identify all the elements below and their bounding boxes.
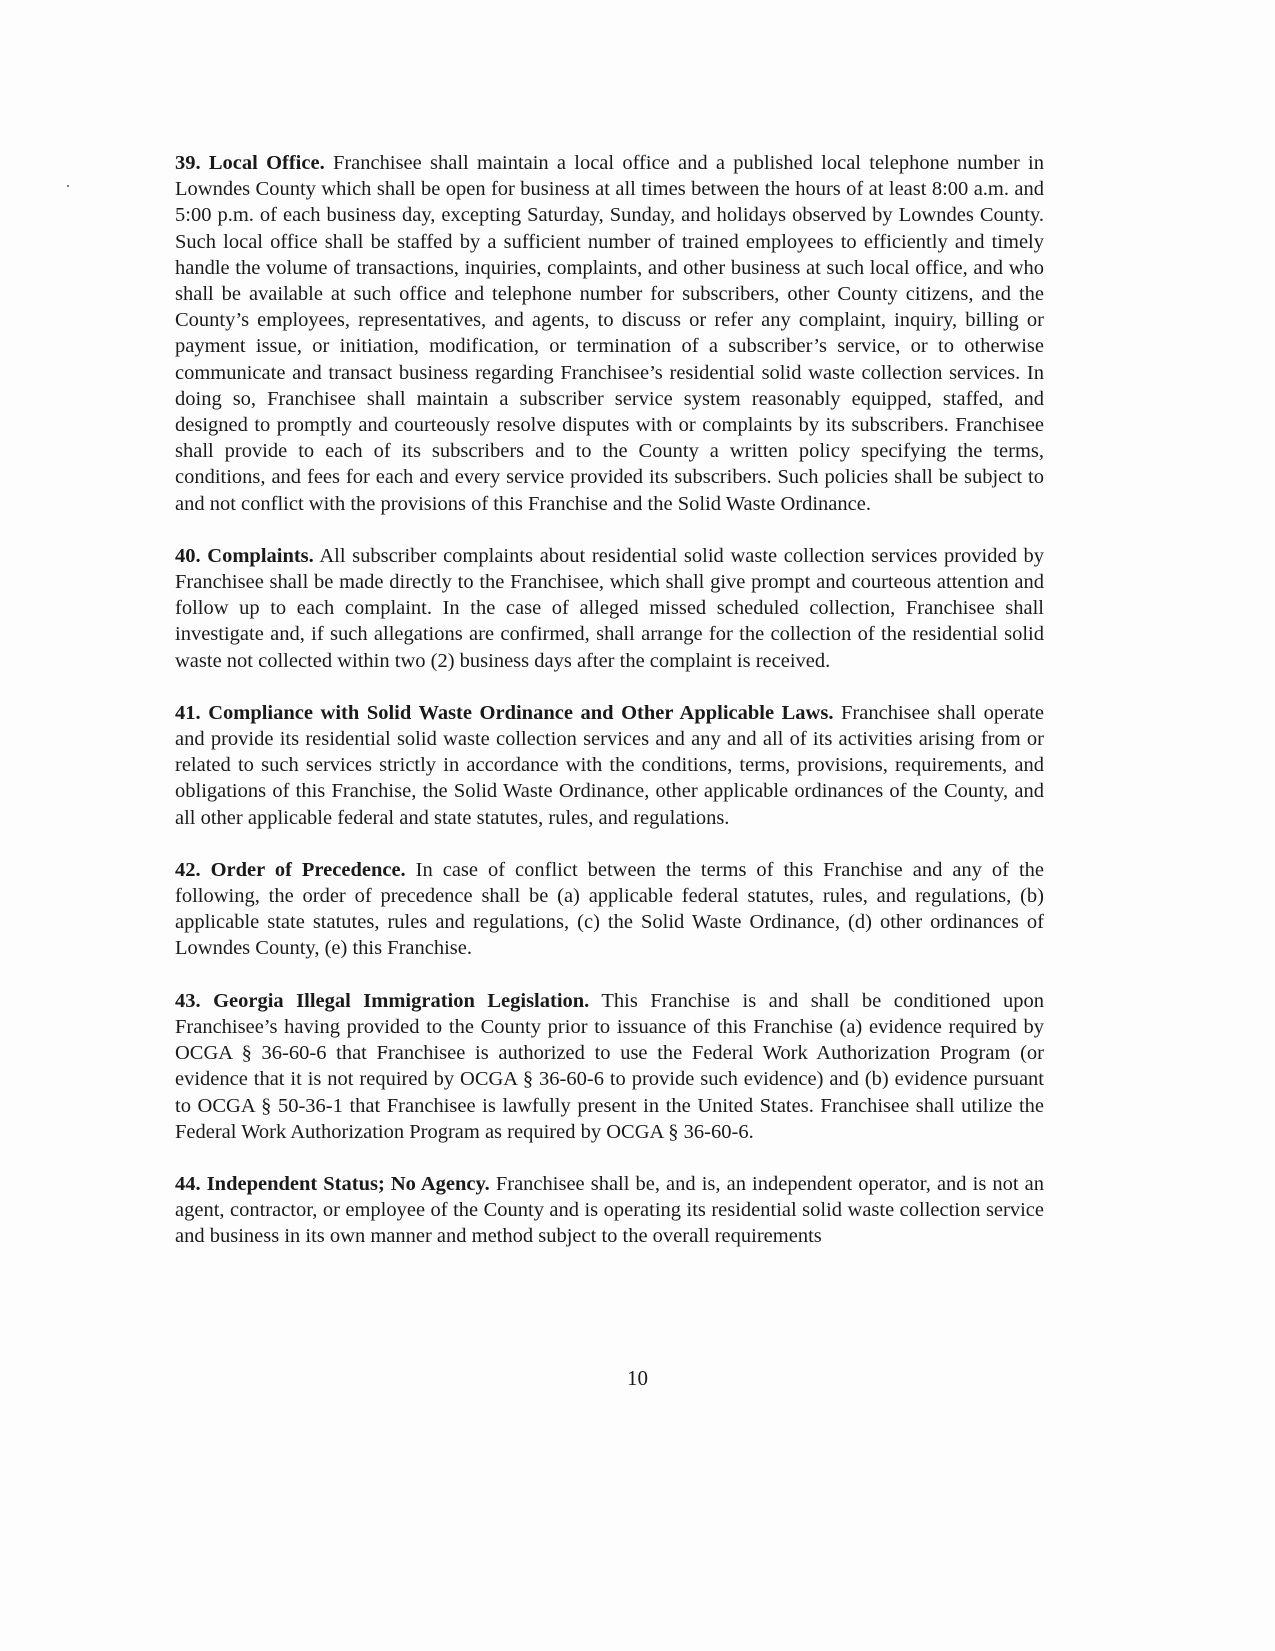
- section-compliance: [175, 700, 1044, 831]
- section-independent-status: [175, 1171, 1044, 1250]
- section-order-of-precedence: [175, 857, 1044, 962]
- scan-speck: [67, 185, 69, 187]
- document-body: [175, 150, 1044, 1276]
- page-number: 10: [627, 1366, 648, 1390]
- section-body: Franchisee shall operate and provide its residential solid waste collection services and any and all of its activities arising from or related to such services strictly in accordance with the conditions, terms, provisions, requirements, and obligations of this Franchise, the Solid Waste Ordinance, other applicable ordinances of the County, and all other applicable federal and state statutes, rules, and regulations.: [175, 701, 1044, 829]
- section-body: This Franchise is and shall be conditioned upon Franchisee’s having provided to the County prior to issuance of this Franchise (a) evidence required by OCGA § 36-60-6 that Franchisee is authorized to use the Federal Work Authorization Program (or evidence that it is not required by OCGA § 36-60-6 to provide such evidence) and (b) evidence pursuant to OCGA § 50-36-1 that Franchisee is lawfully present in the United States. Franchisee shall utilize the Federal Work Authorization Program as required by OCGA § 36-60-6.: [175, 989, 1044, 1143]
- section-heading: 44. Independent Status; No Agency.: [175, 1172, 490, 1195]
- section-heading: 40. Complaints.: [175, 544, 314, 567]
- section-heading: 41. Compliance with Solid Waste Ordinance and Other Applicable Laws.: [175, 701, 834, 724]
- section-immigration-legislation: [175, 988, 1044, 1145]
- section-body: In case of conflict between the terms of this Franchise and any of the following, the order of precedence shall be (a) applicable federal statutes, rules, and regulations, (b) applicable state statutes, rules and regulations, (c) the Solid Waste Ordinance, (d) other ordinances of Lowndes County, (e) this Franchise.: [175, 858, 1045, 960]
- section-body: Franchisee shall be, and is, an independent operator, and is not an agent, contractor, or employee of the County and is operating its residential solid waste collection service and business in its own manner and method subject to the overall requirements: [175, 1172, 1044, 1248]
- section-body: All subscriber complaints about residential solid waste collection services provided by Franchisee shall be made directly to the Franchisee, which shall give prompt and courteous attention and follow up to each complaint. In the case of alleged missed scheduled collection, Franchisee shall investigate and, if such allegations are confirmed, shall arrange for the collection of the residential solid waste not collected within two (2) business days after the complaint is received.: [175, 544, 1044, 672]
- section-heading: 43. Georgia Illegal Immigration Legislation.: [175, 989, 590, 1012]
- section-body: Franchisee shall maintain a local office and a published local telephone number in Lowndes County which shall be open for business at all times between the hours of at least 8:00 a.m. and 5:00 p.m. of each business day, excepting Saturday, Sunday, and holidays observed by Lowndes County. Such local office shall be staffed by a sufficient number of trained employees to efficiently and timely handle the volume of transactions, inquiries, complaints, and other business at such local office, and who shall be available at such office and telephone number for subscribers, other County citizens, and the County’s employees, representatives, and agents, to discuss or refer any complaint, inquiry, billing or payment issue, or initiation, modification, or termination of a subscriber’s service, or to otherwise communicate and transact business regarding Franchisee’s residential solid waste collection services. In doing so, Franchisee shall maintain a subscriber service system reasonably equipped, staffed, and designed to promptly and courteously resolve disputes with or complaints by its subscribers. Franchisee shall provide to each of its subscribers and to the County a written policy specifying the terms, conditions, and fees for each and every service provided its subscribers. Such policies shall be subject to and not conflict with the provisions of this Franchise and the Solid Waste Ordinance.: [175, 152, 1044, 515]
- section-heading: 42. Order of Precedence.: [175, 858, 406, 881]
- section-local-office: [175, 150, 1044, 517]
- section-complaints: [175, 543, 1044, 674]
- section-heading: 39. Local Office.: [175, 152, 325, 174]
